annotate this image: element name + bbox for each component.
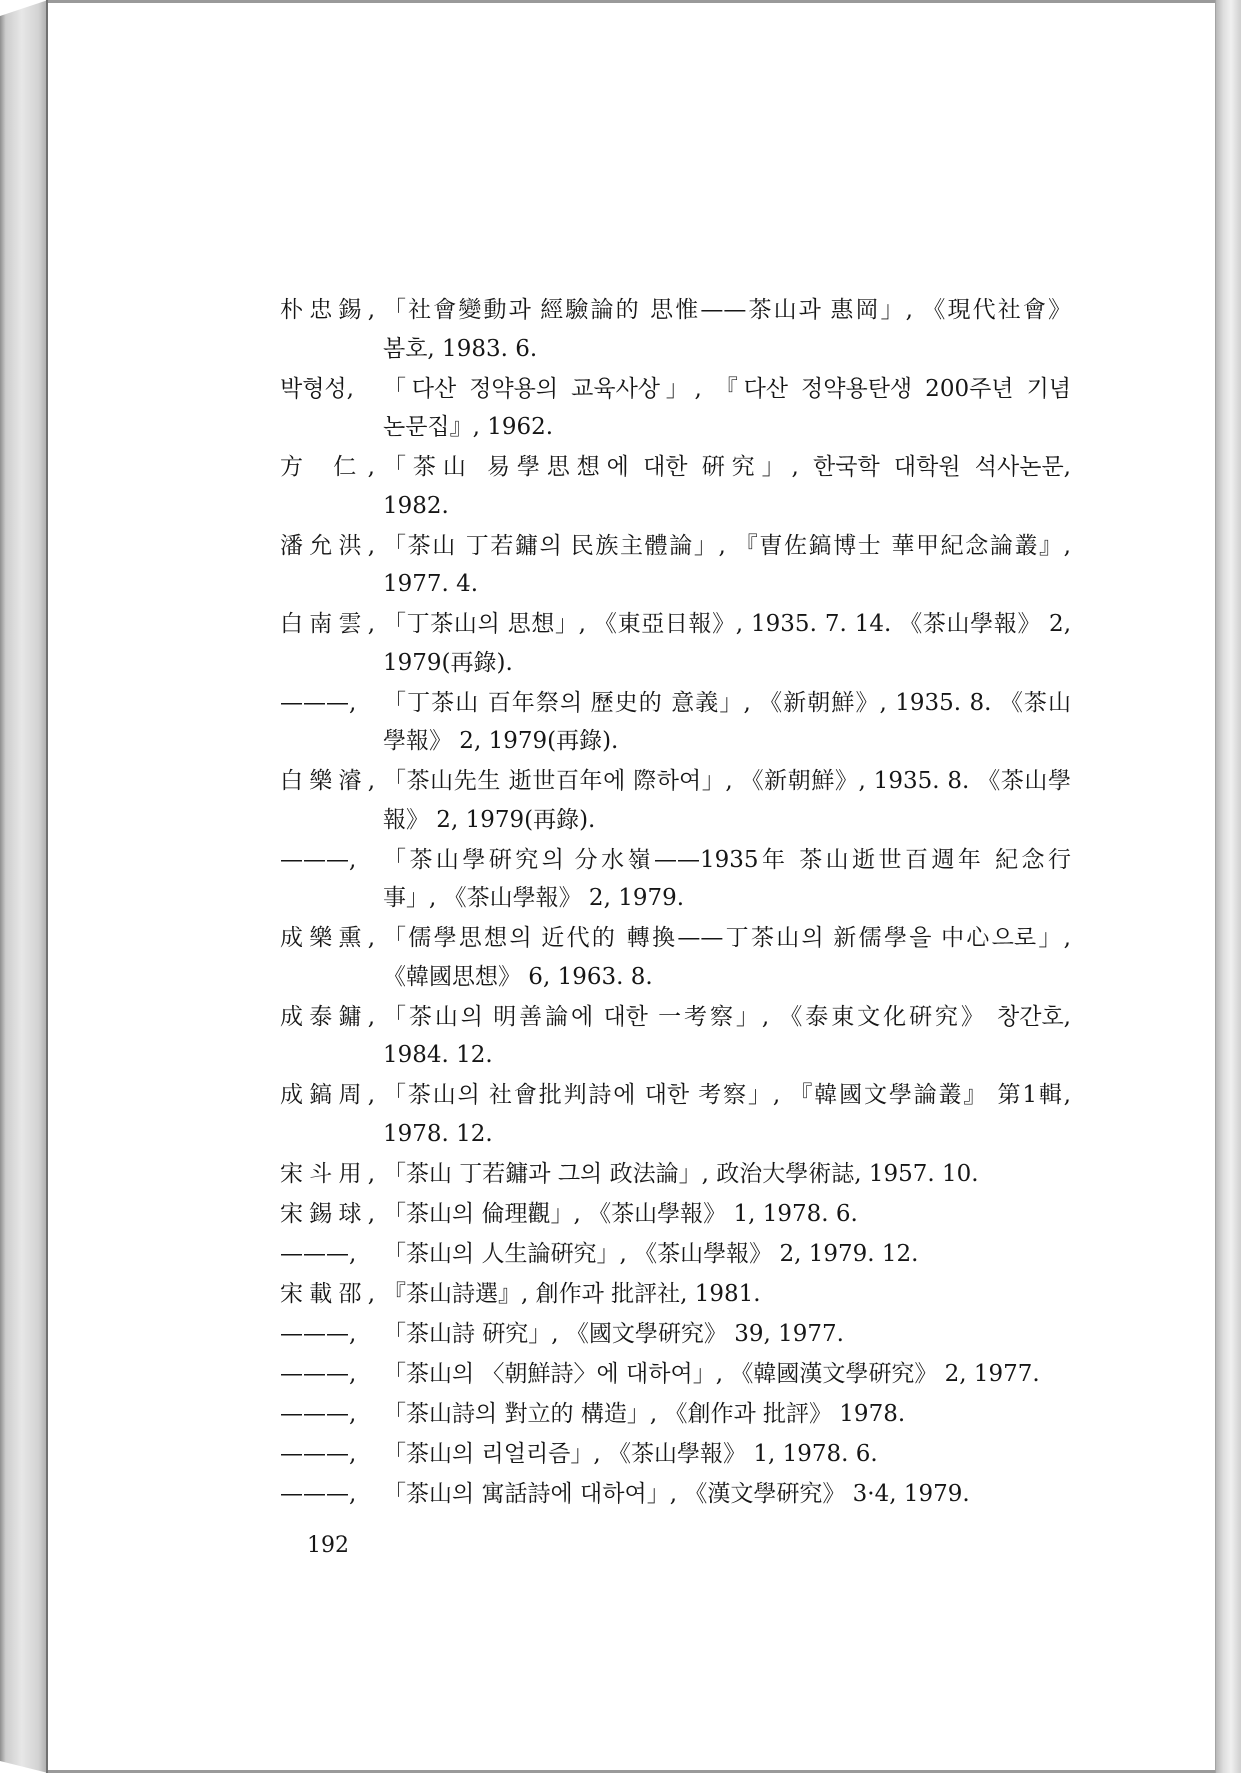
entry-author: ———,: [280, 1440, 357, 1467]
entry-line: 報》 2, 1979(再錄).: [383, 806, 596, 833]
entry-text: [383, 919, 1071, 996]
entry-text: [383, 1475, 1071, 1514]
entry-line: 1978. 12.: [383, 1120, 493, 1147]
entry-line: 『茶山詩選』, 創作과 批評社, 1981.: [383, 1280, 761, 1307]
entry-line: 「茶山의 리얼리즘」, 《茶山學報》 1, 1978. 6.: [383, 1440, 878, 1467]
entry-text: [383, 998, 1071, 1075]
entry-line: 「茶山 易學思想에 대한 硏究」, 한국학 대학원 석사논문,: [383, 454, 1071, 480]
bib-entry: [280, 605, 1071, 682]
entry-author: ———,: [280, 1360, 357, 1387]
entry-line: 「茶山 丁若鏞의 民族主體論」, 『曺佐鎬博士 華甲紀念論叢』,: [383, 532, 1071, 559]
entry-line: 봄호, 1983. 6.: [383, 335, 538, 362]
entry-author: 方 仁,: [280, 454, 375, 480]
entry-line: 「茶山詩 硏究」, 《國文學硏究》 39, 1977.: [383, 1320, 844, 1347]
entry-line: 「丁茶山의 思想」, 《東亞日報》, 1935. 7. 14. 《茶山學報》 2,: [383, 611, 1071, 637]
bib-entry: [280, 1435, 1071, 1474]
entry-author: 宋載邵,: [280, 1280, 375, 1307]
entry-text: [383, 1315, 1071, 1354]
bib-entry: [280, 527, 1071, 604]
entry-line: 「茶山先生 逝世百年에 際하여」, 《新朝鮮》, 1935. 8. 《茶山學: [383, 768, 1071, 794]
entry-line: 「茶山의 倫理觀」, 《茶山學報》 1, 1978. 6.: [383, 1200, 858, 1227]
bib-entry: [280, 1235, 1071, 1274]
bib-entry: [280, 919, 1071, 996]
entry-author: 成泰鏞,: [280, 1003, 375, 1030]
entry-author: 白南雲,: [280, 611, 375, 637]
entry-author: 朴忠錫,: [280, 297, 375, 323]
bib-entry: [280, 998, 1071, 1075]
entry-line: 「茶山의 寓話詩에 대하여」, 《漢文學硏究》 3·4, 1979.: [383, 1480, 970, 1507]
entry-text: [383, 1155, 1071, 1194]
entry-author: ———,: [280, 1240, 357, 1267]
entry-text: [383, 527, 1071, 604]
entry-text: [383, 841, 1071, 918]
bib-entry: [280, 1315, 1071, 1354]
entry-text: [383, 605, 1071, 682]
bib-entry: [280, 762, 1071, 839]
entry-author: ———,: [280, 1480, 357, 1507]
entry-text: [383, 1355, 1071, 1394]
entry-line: 1984. 12.: [383, 1042, 493, 1068]
entry-author: 潘允洪,: [280, 532, 375, 559]
bib-entry: [280, 684, 1071, 761]
entry-text: [383, 370, 1071, 447]
entry-author: ———,: [280, 846, 357, 873]
entry-line: 「茶山의 人生論硏究」, 《茶山學報》 2, 1979. 12.: [383, 1240, 919, 1267]
entry-line: 《韓國思想》 6, 1963. 8.: [383, 963, 653, 990]
bib-entry: [280, 841, 1071, 918]
entry-text: [383, 448, 1071, 525]
entry-text: [383, 762, 1071, 839]
entry-author: 白樂濬,: [280, 768, 375, 794]
entry-line: 事」, 《茶山學報》 2, 1979.: [383, 885, 685, 911]
entry-author: 成鎬周,: [280, 1082, 375, 1108]
entry-author: ———,: [280, 689, 357, 716]
entry-text: [383, 684, 1071, 761]
entry-line: 「茶山詩의 對立的 構造」, 《創作과 批評》 1978.: [383, 1400, 906, 1427]
entry-author: 宋錫球,: [280, 1200, 375, 1227]
book-spine: [0, 0, 48, 1773]
entry-line: 「茶山學硏究의 分水嶺——1935年 茶山逝世百週年 紀念行: [383, 846, 1071, 873]
entry-author: ———,: [280, 1400, 357, 1427]
entry-author: 成樂熏,: [280, 925, 375, 951]
page-top-edge: [48, 0, 1215, 3]
entry-text: [383, 1435, 1071, 1474]
bib-entry: [280, 291, 1071, 368]
entry-author: ———,: [280, 1320, 357, 1347]
entry-line: 1977. 4.: [383, 571, 479, 597]
entry-text: [383, 291, 1071, 368]
entry-text: [383, 1275, 1071, 1314]
entry-line: 논문집』, 1962.: [383, 414, 554, 440]
entry-author: 박형성,: [280, 375, 354, 402]
bib-entry: [280, 1475, 1071, 1514]
entry-author: 宋斗用,: [280, 1160, 375, 1187]
entry-text: [383, 1076, 1071, 1153]
bib-entry: [280, 1195, 1071, 1234]
entry-text: [383, 1235, 1071, 1274]
entry-line: 「茶山의 社會批判詩에 대한 考察」, 『韓國文學論叢』 第1輯,: [383, 1082, 1071, 1108]
entry-line: 「다산 정약용의 교육사상」, 『다산 정약용탄생 200주년 기념: [383, 375, 1071, 402]
entry-line: 「儒學思想의 近代的 轉換——丁茶山의 新儒學을 中心으로」,: [383, 925, 1071, 951]
bib-entry: [280, 448, 1071, 525]
bib-entry: [280, 1355, 1071, 1394]
entry-line: 1979(再錄).: [383, 649, 513, 676]
entry-line: 「丁茶山 百年祭의 歷史的 意義」, 《新朝鮮》, 1935. 8. 《茶山: [383, 689, 1071, 716]
entry-line: 「茶山의 〈朝鮮詩〉에 대하여」, 《韓國漢文學硏究》 2, 1977.: [383, 1360, 1040, 1387]
bib-entry: [280, 1076, 1071, 1153]
entry-line: 學報》 2, 1979(再錄).: [383, 728, 619, 754]
bib-entry: [280, 1155, 1071, 1194]
entry-line: 「茶山의 明善論에 대한 一考察」, 《泰東文化硏究》 창간호,: [383, 1003, 1071, 1030]
entry-line: 「茶山 丁若鏞과 그의 政法論」, 政治大學術誌, 1957. 10.: [383, 1160, 979, 1187]
page-edge-shadow: [1215, 0, 1241, 1773]
bib-entry: [280, 1395, 1071, 1434]
entry-text: [383, 1195, 1071, 1234]
entry-line: 「社會變動과 經驗論的 思惟——茶山과 惠岡」, 《現代社會》: [383, 297, 1071, 323]
bibliography-list: [280, 291, 1071, 1513]
entry-text: [383, 1395, 1071, 1434]
entry-line: 1982.: [383, 492, 449, 519]
bib-entry: [280, 370, 1071, 447]
bib-entry: [280, 1275, 1071, 1314]
spine-edge-line: [46, 0, 48, 1773]
page-number: 192: [307, 1533, 349, 1558]
